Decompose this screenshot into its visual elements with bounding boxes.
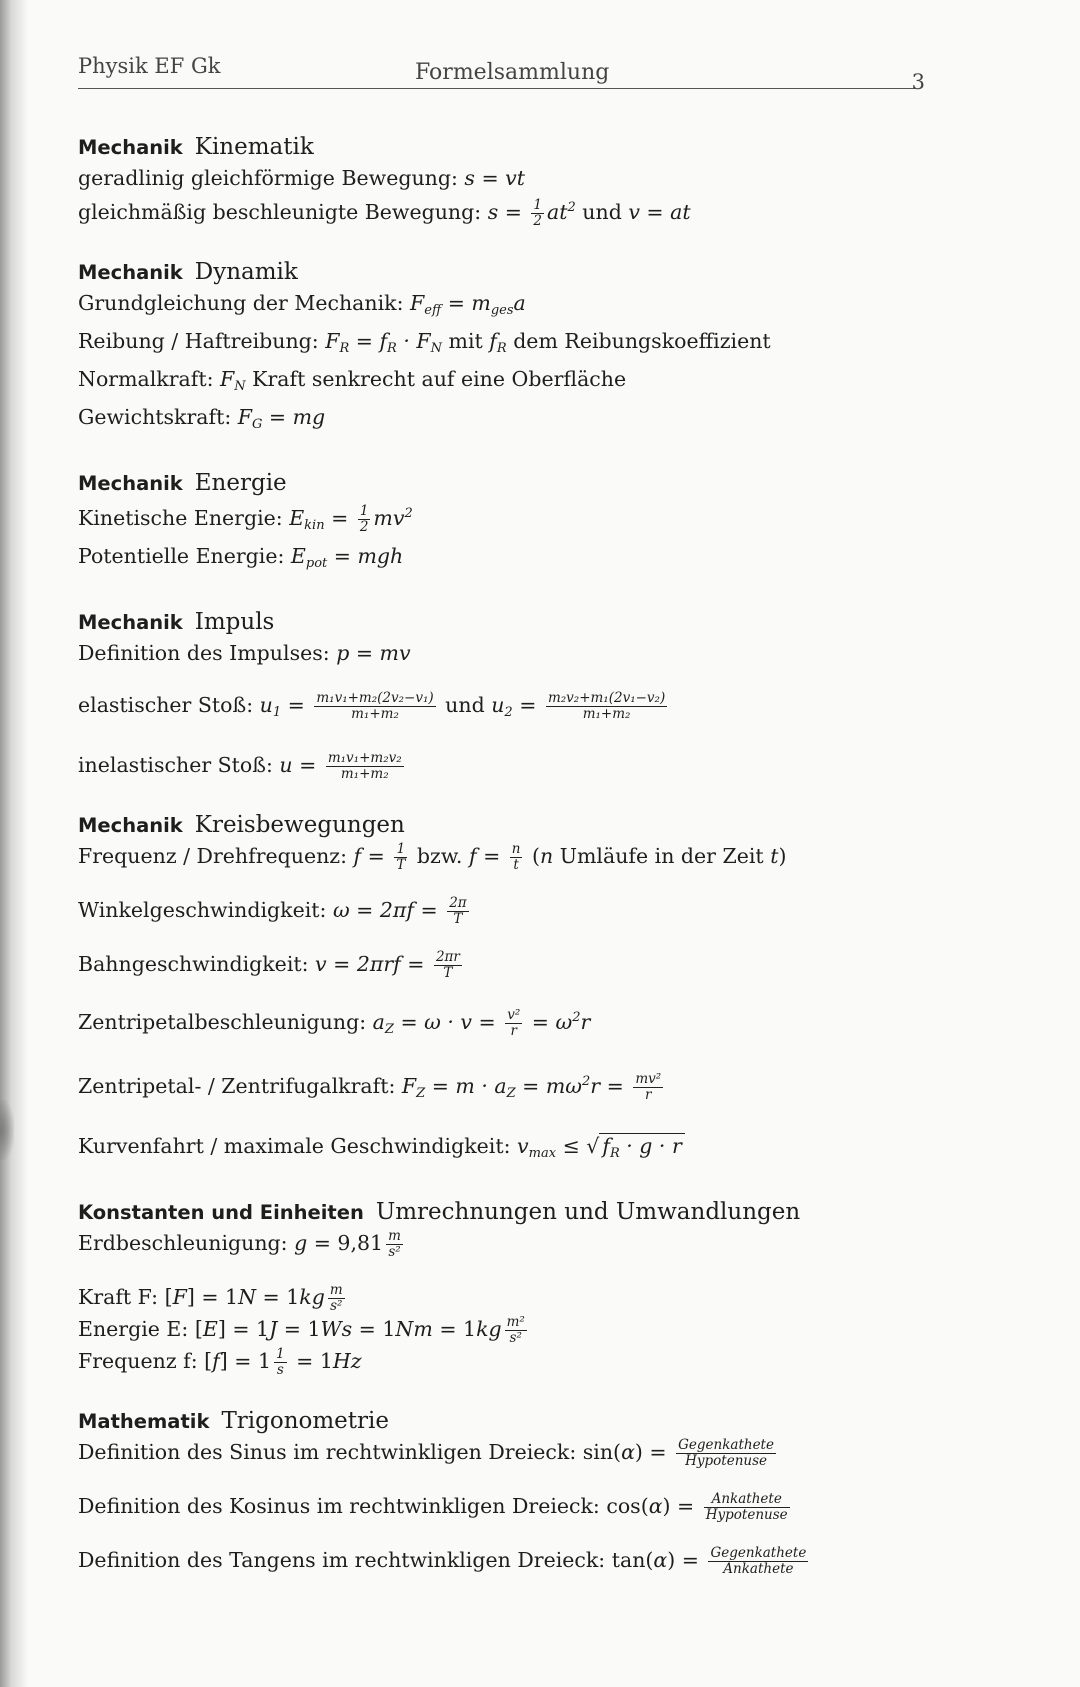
section-impuls xyxy=(78,609,938,782)
section-heading: Mechanik Kinematik xyxy=(78,134,314,160)
formula: [E] = 1J = 1Ws = 1Nm = 1kg $\frac{\text{m²}}{\text{s²}}$ xyxy=(194,1314,525,1346)
formula: FR = fR · FN mit fR dem Reibungskoeffizient xyxy=(325,329,771,356)
page-edge-mark xyxy=(0,1100,14,1160)
formula-line: Zentripetal- / Zentrifugalkraft: FZ = m · aZ = $m\omega^2r$ = $\frac{\text{mv²}}{r}$ xyxy=(78,1067,938,1109)
section-heading: Konstanten und Einheiten Umrechnungen und Umwandlungen xyxy=(78,1199,801,1225)
formula-line: Definition des Tangens im rechtwinkligen Dreieck: tan(α) = $\frac{\text{Gegenkathete}}{\text{Ankathete}}$ xyxy=(78,1545,938,1577)
page-header xyxy=(78,48,925,94)
page-title: Formelsammlung xyxy=(415,60,610,85)
formula: u1 = $\frac{\text{m₁v₁+m₂(2v₂−v₁)}}{\text{m₁+m₂}}$ und u2 = $\frac{\text{m₂v₂+m₁(2v₁−v₂)}}{\text{m₁+m₂}}$ xyxy=(259,690,666,722)
page-edge-shadow xyxy=(0,0,28,1687)
formula-collection xyxy=(78,134,938,1607)
formula: g = 9,81 $\frac{m}{\text{s²}}$ xyxy=(294,1228,401,1260)
section-heading: Mechanik Impuls xyxy=(78,609,275,635)
formula-line: Definition des Kosinus im rechtwinkligen Dreieck: cos(α) = $\frac{\text{Ankathete}}{\text{Hypotenuse}}$ xyxy=(78,1491,938,1523)
formula-line: Erdbeschleunigung: g = 9,81 $\frac{m}{\text{s²}}$ xyxy=(78,1228,938,1260)
section-energie xyxy=(78,470,938,579)
formula-line: Potentielle Energie: Epot = mgh xyxy=(78,544,404,571)
section-heading: Mechanik Kreisbewegungen xyxy=(78,812,405,838)
formula: Ekin = $\frac{1}{2}$ $mv^2$ xyxy=(289,503,413,535)
formula: FG = mg xyxy=(237,405,326,432)
formula: Feff = mgesa xyxy=(410,291,526,318)
formula: tan(α) = $\frac{\text{Gegenkathete}}{\text{Ankathete}}$ xyxy=(611,1545,807,1577)
formula: cos(α) = $\frac{\text{Ankathete}}{\text{Hypotenuse}}$ xyxy=(606,1491,788,1523)
formula: FZ = m · aZ = $m\omega^2r$ = $\frac{\text{mv²}}{r}$ xyxy=(401,1071,662,1103)
formula-line: Winkelgeschwindigkeit: ω = 2πf = $\frac{2\pi}{T}$ xyxy=(78,895,938,927)
formula: s = $\frac{1}{2}$ $at^2$ xyxy=(487,197,576,229)
formula-line: Bahngeschwindigkeit: v = 2πrf = $\frac{2\pi r}{T}$ xyxy=(78,949,938,981)
formula-line: Reibung / Haftreibung: FR = fR · FN mit fR dem Reibungskoeffizient xyxy=(78,329,771,356)
section-heading: Mechanik Dynamik xyxy=(78,259,298,285)
section-heading: Mathematik Trigonometrie xyxy=(78,1408,390,1434)
page-number: 3 xyxy=(911,70,925,94)
formula: Epot = mgh xyxy=(290,544,404,571)
formula: [f] = 1 $\frac{1}{s}$ = 1Hz xyxy=(204,1346,362,1378)
section-dynamik xyxy=(78,259,938,440)
formula: [F] = 1N = 1kg $\frac{m}{\text{s²}}$ xyxy=(164,1282,343,1314)
formula-line: Definition des Sinus im rechtwinkligen Dreieck: sin(α) = $\frac{\text{Gegenkathete}}{\text{Hypotenuse}}$ xyxy=(78,1437,938,1469)
formula: aZ = ω · v = $\frac{\text{v²}}{r}$ = $\omega^2r$ xyxy=(372,1007,591,1039)
section-heading: Mechanik Energie xyxy=(78,470,287,496)
formula-line: Normalkraft: FN Kraft senkrecht auf eine Oberfläche xyxy=(78,367,627,394)
formula-line: Grundgleichung der Mechanik: Feff = mgesa xyxy=(78,291,526,318)
formula-line: Definition des Impulses: p = mv xyxy=(78,641,411,665)
formula-line: elastischer Stoß: u1 = $\frac{\text{m₁v₁+m₂(2v₂−v₁)}}{\text{m₁+m₂}}$ und u2 = $\frac{\text{m₂v₂+m₁(2v₁−v₂)}}{\text{m₁+m₂}}$ xyxy=(78,690,938,728)
formula: u = $\frac{\text{m₁v₁+m₂v₂}}{\text{m₁+m₂}}$ xyxy=(279,750,402,782)
formula-line: Frequenz / Drehfrequenz: f = $\frac{1}{T}$ bzw. f = $\frac{n}{t}$ (n Umläufe in der Zeit t) xyxy=(78,841,787,873)
formula: ω = 2πf = $\frac{2\pi}{T}$ xyxy=(332,895,467,927)
formula-line: Frequenz f: [f] = 1 $\frac{1}{s}$ = 1Hz xyxy=(78,1346,362,1378)
section-trigonometrie xyxy=(78,1408,938,1577)
formula: FN Kraft senkrecht auf eine Oberfläche xyxy=(220,367,627,394)
formula-line: Energie E: [E] = 1J = 1Ws = 1Nm = 1kg $\frac{\text{m²}}{\text{s²}}$ xyxy=(78,1314,938,1346)
section-konstanten xyxy=(78,1199,938,1378)
formula-line: inelastischer Stoß: u = $\frac{\text{m₁v₁+m₂v₂}}{\text{m₁+m₂}}$ xyxy=(78,750,938,782)
formula-line: Gewichtskraft: FG = mg xyxy=(78,405,326,432)
formula: sin(α) = $\frac{\text{Gegenkathete}}{\text{Hypotenuse}}$ xyxy=(582,1437,774,1469)
formula-line: Kurvenfahrt / maximale Geschwindigkeit: vmax ≤ √ fR · g · r xyxy=(78,1131,938,1169)
formula-line: geradlinig gleichförmige Bewegung: s = vt xyxy=(78,166,525,190)
formula-line: Kinetische Energie: Ekin = $\frac{1}{2}$ $mv^2$ xyxy=(78,503,413,535)
formula: v = 2πrf = $\frac{2\pi r}{T}$ xyxy=(315,949,460,981)
formula-line: Zentripetalbeschleunigung: aZ = ω · v = $\frac{\text{v²}}{r}$ = $\omega^2r$ xyxy=(78,1007,591,1039)
section-kinematik xyxy=(78,134,938,229)
section-kreisbewegungen xyxy=(78,812,938,1169)
formula-line: gleichmäßig beschleunigte Bewegung: s = $\frac{1}{2}$ $at^2$ und v = at xyxy=(78,197,691,229)
formula-line: Kraft F: [F] = 1N = 1kg $\frac{m}{\text{s²}}$ xyxy=(78,1282,938,1314)
formula: vmax ≤ √ fR · g · r xyxy=(517,1134,685,1158)
formula: p = mv xyxy=(336,641,411,665)
course-label: Physik EF Gk xyxy=(78,54,221,78)
formula: f = $\frac{1}{T}$ bzw. f = $\frac{n}{t}$ (n Umläufe in der Zeit t) xyxy=(353,841,787,873)
formula: s = vt xyxy=(464,166,525,190)
